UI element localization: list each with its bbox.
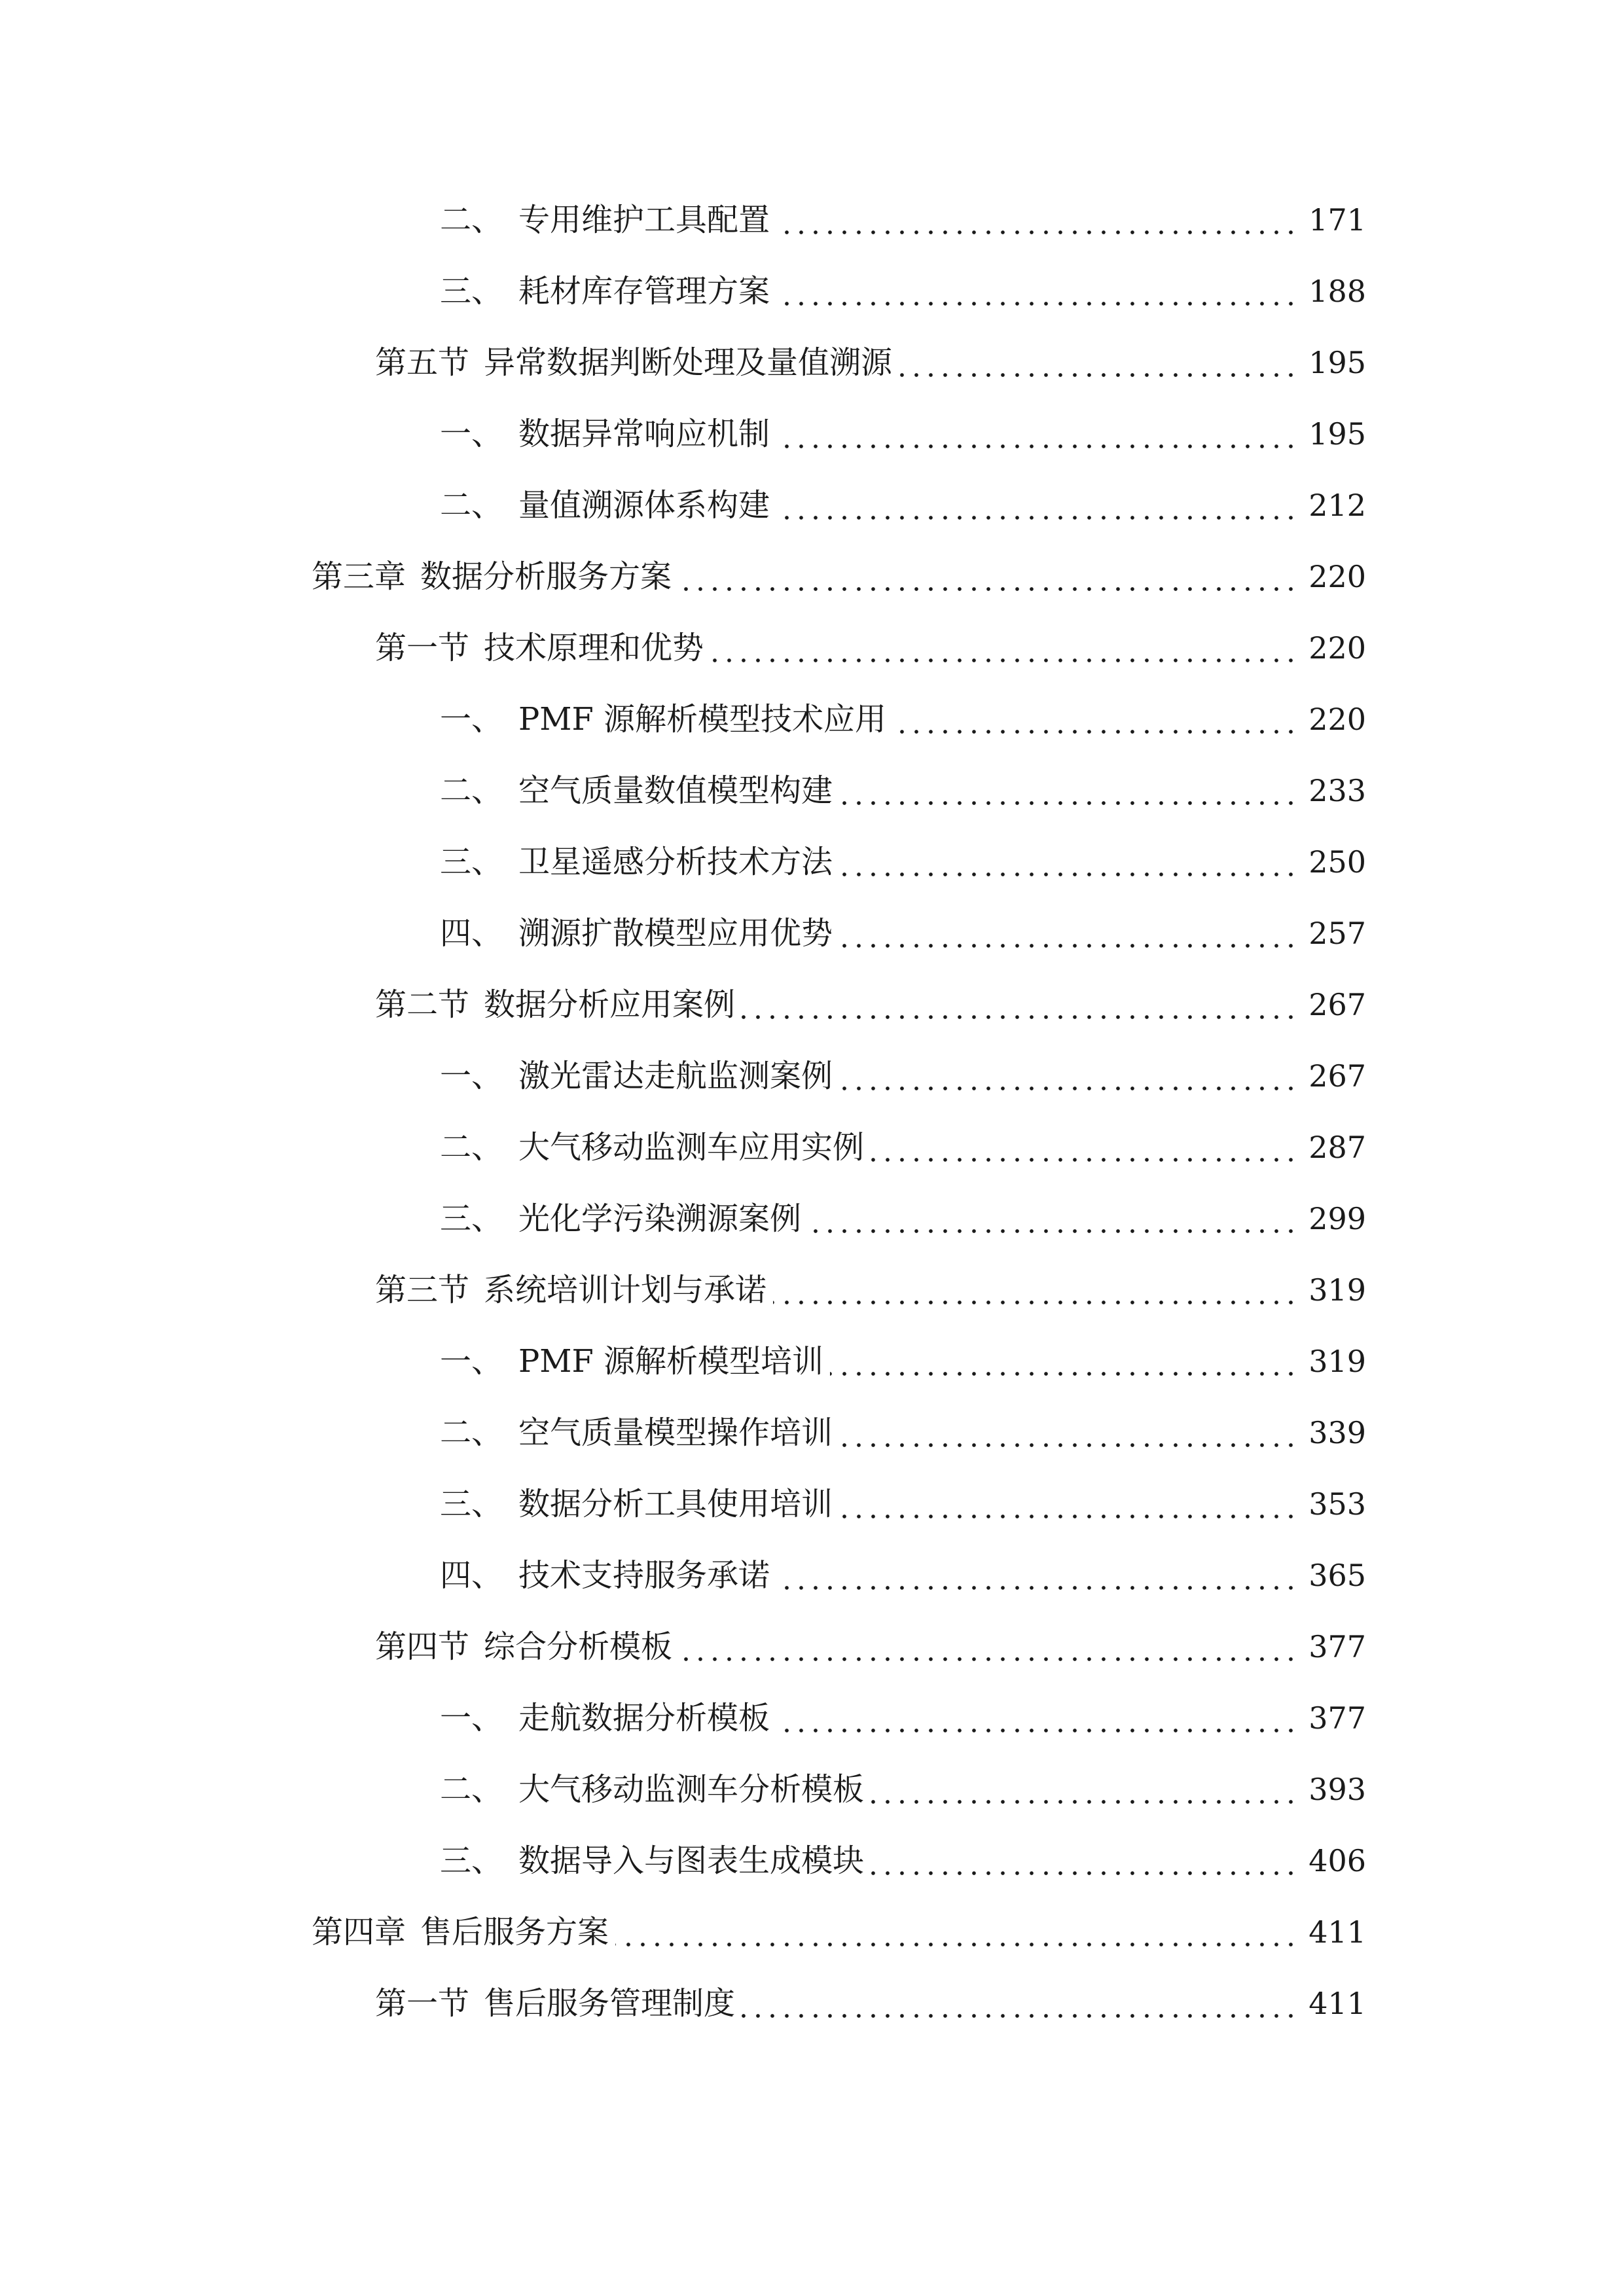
- toc-entry-label: [440, 836, 833, 888]
- toc-entry-title: 光化学污染溯源案例: [518, 1200, 802, 1237]
- toc-entry-number: 第五节: [375, 344, 470, 381]
- toc-entry-number: 一、: [440, 1700, 503, 1736]
- toc-entry-label: [440, 764, 833, 817]
- toc-entry-page: 365: [1308, 1558, 1366, 1593]
- toc-entry[interactable]: [440, 408, 1624, 460]
- toc-entry-number: 一、: [440, 701, 503, 738]
- toc-entry-page: 287: [1308, 1130, 1366, 1165]
- toc-entry-number: 第四章: [312, 1914, 406, 1950]
- toc-entry-number: 二、: [440, 487, 503, 524]
- toc-entry[interactable]: [440, 1407, 1624, 1459]
- toc-entry-number: 二、: [440, 1771, 503, 1808]
- toc-entry-number: 一、: [440, 1058, 503, 1094]
- dot-leader: [678, 550, 1298, 603]
- toc-entry[interactable]: [440, 265, 1624, 317]
- toc-entry[interactable]: [440, 1549, 1624, 1602]
- toc-entry-title: 走航数据分析模板: [518, 1700, 770, 1736]
- dot-leader: [839, 1478, 1298, 1530]
- dot-leader: [776, 408, 1298, 460]
- toc-entry[interactable]: [440, 1050, 1624, 1102]
- toc-entry[interactable]: [440, 479, 1624, 531]
- toc-entry[interactable]: [440, 1835, 1624, 1887]
- toc-entry-label: [440, 1549, 770, 1602]
- toc-entry[interactable]: [440, 1193, 1624, 1245]
- toc-entry-title: 异常数据判断处理及量值溯源: [484, 344, 893, 381]
- toc-entry-label: [440, 408, 770, 460]
- toc-entry-page: 212: [1308, 488, 1366, 523]
- toc-entry-page: 411: [1308, 1986, 1366, 2021]
- toc-entry-page: 220: [1308, 702, 1366, 737]
- toc-entry-label: [375, 1621, 672, 1673]
- toc-entry-page: 233: [1308, 773, 1366, 808]
- toc-entry-number: 第三章: [312, 558, 406, 595]
- toc-entry-title: 售后服务管理制度: [484, 1985, 736, 2022]
- dot-leader: [776, 194, 1298, 246]
- dot-leader: [615, 1906, 1298, 1958]
- toc-entry-label: [375, 1264, 767, 1316]
- toc-entry-label: [440, 693, 886, 745]
- toc-entry[interactable]: [375, 622, 1624, 674]
- dot-leader: [808, 1193, 1298, 1245]
- dot-leader: [839, 1407, 1298, 1459]
- toc-entry[interactable]: [440, 907, 1624, 960]
- toc-entry-title: 系统培训计划与承诺: [484, 1272, 767, 1308]
- toc-entry-number: 三、: [440, 273, 503, 310]
- toc-entry-page: 267: [1308, 1058, 1366, 1094]
- toc-entry-number: 第四节: [375, 1628, 470, 1665]
- toc-entry-title: 数据异常响应机制: [518, 416, 770, 452]
- toc-entry-title: 技术支持服务承诺: [518, 1557, 770, 1594]
- toc-entry-label: [375, 978, 735, 1031]
- toc-entry-page: 377: [1308, 1629, 1366, 1664]
- toc-entry-title: 数据导入与图表生成模块: [518, 1842, 865, 1879]
- toc-entry-label: [440, 1692, 770, 1744]
- toc-entry-page: 353: [1308, 1486, 1366, 1522]
- toc-entry-page: 339: [1308, 1415, 1366, 1450]
- dot-leader: [773, 1264, 1298, 1316]
- dot-leader: [742, 1977, 1298, 2030]
- dot-leader: [871, 1763, 1298, 1816]
- toc-entry[interactable]: [375, 1621, 1624, 1673]
- toc-entry-title: 量值溯源体系构建: [518, 487, 770, 524]
- toc-entry-label: [440, 1335, 823, 1388]
- toc-entry-title: 卫星遥感分析技术方法: [518, 844, 833, 880]
- toc-entry-page: 411: [1308, 1914, 1366, 1950]
- toc-entry-page: 257: [1308, 916, 1366, 951]
- toc-entry-page: 171: [1308, 202, 1366, 238]
- toc-entry[interactable]: [440, 693, 1624, 745]
- toc-entry[interactable]: [440, 194, 1624, 246]
- toc-entry-page: 195: [1308, 416, 1366, 452]
- toc-entry-number: 四、: [440, 915, 503, 952]
- dot-leader: [893, 693, 1298, 745]
- dot-leader: [839, 764, 1298, 817]
- toc-entry-label: [440, 1121, 864, 1174]
- toc-entry[interactable]: [440, 1121, 1624, 1174]
- dot-leader: [871, 1835, 1298, 1887]
- toc-entry-page: 319: [1308, 1272, 1366, 1308]
- toc-entry-title: 大气移动监测车应用实例: [518, 1129, 865, 1166]
- toc-entry-number: 第一节: [375, 1985, 470, 2022]
- toc-entry-number: 第一节: [375, 630, 470, 666]
- dot-leader: [776, 479, 1298, 531]
- toc-entry[interactable]: [375, 336, 1624, 389]
- toc-entry-label: [440, 1763, 864, 1816]
- toc-entry[interactable]: [375, 1977, 1624, 2030]
- toc-entry-label: [440, 1478, 833, 1530]
- toc-entry-label: [312, 1906, 609, 1958]
- toc-entry-title: 大气移动监测车分析模板: [518, 1771, 865, 1808]
- toc-entry-page: 377: [1308, 1700, 1366, 1736]
- toc-entry-label: [375, 1977, 735, 2030]
- dot-leader: [871, 1121, 1298, 1174]
- toc-entry[interactable]: [440, 1692, 1624, 1744]
- toc-entry-label: [440, 265, 770, 317]
- dot-leader: [839, 1050, 1298, 1102]
- toc-entry-title: 溯源扩散模型应用优势: [518, 915, 833, 952]
- toc-entry-label: [440, 1193, 801, 1245]
- toc-entry-title: 空气质量数值模型构建: [518, 772, 833, 809]
- dot-leader: [839, 907, 1298, 960]
- toc-entry[interactable]: [440, 836, 1624, 888]
- toc-entry-title: PMF 源解析模型技术应用: [518, 701, 887, 738]
- toc-entry[interactable]: [312, 550, 1624, 603]
- toc-entry-title: 激光雷达走航监测案例: [518, 1058, 833, 1094]
- toc-entry-title: PMF 源解析模型培训: [518, 1343, 824, 1380]
- dot-leader: [899, 336, 1298, 389]
- toc-entry[interactable]: [375, 978, 1624, 1031]
- toc-entry[interactable]: [312, 1906, 1624, 1958]
- toc-entry-title: 耗材库存管理方案: [518, 273, 770, 310]
- toc-entry-label: [440, 194, 770, 246]
- toc-entry-number: 第三节: [375, 1272, 470, 1308]
- toc-entry-page: 299: [1308, 1201, 1366, 1236]
- toc-entry-page: 393: [1308, 1772, 1366, 1807]
- toc-entry-title: 专用维护工具配置: [518, 202, 770, 238]
- toc-entry-number: 二、: [440, 1414, 503, 1451]
- toc-entry-page: 319: [1308, 1344, 1366, 1379]
- toc-entry-page: 220: [1308, 630, 1366, 666]
- toc-entry-page: 250: [1308, 844, 1366, 880]
- toc-entry-label: [440, 1050, 833, 1102]
- toc-entry-number: 二、: [440, 1129, 503, 1166]
- toc-entry[interactable]: [440, 764, 1624, 817]
- dot-leader: [710, 622, 1298, 674]
- toc-entry-title: 综合分析模板: [484, 1628, 673, 1665]
- toc-entry-number: 一、: [440, 1343, 503, 1380]
- dot-leader: [742, 978, 1298, 1031]
- toc-entry-title: 数据分析工具使用培训: [518, 1486, 833, 1522]
- toc-entry-label: [440, 1407, 833, 1459]
- toc-entry-number: 三、: [440, 1842, 503, 1879]
- toc-entry-label: [440, 479, 770, 531]
- toc-entry-page: 406: [1308, 1843, 1366, 1878]
- toc-entry-number: 一、: [440, 416, 503, 452]
- toc-entry-title: 空气质量模型操作培训: [518, 1414, 833, 1451]
- dot-leader: [679, 1621, 1298, 1673]
- toc-entry[interactable]: [440, 1763, 1624, 1816]
- dot-leader: [776, 1692, 1298, 1744]
- toc-entry-label: [375, 336, 892, 389]
- toc-entry-title: 数据分析服务方案: [420, 558, 672, 595]
- dot-leader: [776, 265, 1298, 317]
- dot-leader: [776, 1549, 1298, 1602]
- toc-entry-label: [440, 907, 833, 960]
- toc-entry-number: 三、: [440, 844, 503, 880]
- toc-entry-title: 技术原理和优势: [484, 630, 704, 666]
- toc-entry-label: [440, 1835, 864, 1887]
- toc-entry-title: 售后服务方案: [420, 1914, 609, 1950]
- dot-leader: [839, 836, 1298, 888]
- toc-entry[interactable]: [440, 1478, 1624, 1530]
- toc-entry-page: 267: [1308, 987, 1366, 1022]
- toc-entry-number: 二、: [440, 772, 503, 809]
- toc-entry-label: [312, 550, 672, 603]
- toc-entry-label: [375, 622, 704, 674]
- toc-entry-number: 二、: [440, 202, 503, 238]
- toc-entry-title: 数据分析应用案例: [484, 986, 736, 1023]
- toc-entry-page: 188: [1308, 274, 1366, 309]
- toc-entry-number: 四、: [440, 1557, 503, 1594]
- dot-leader: [830, 1335, 1298, 1388]
- toc-entry-number: 三、: [440, 1200, 503, 1237]
- toc-entry[interactable]: [440, 1335, 1624, 1388]
- toc-entry-number: 三、: [440, 1486, 503, 1522]
- toc-entry[interactable]: [375, 1264, 1624, 1316]
- toc-entry-number: 第二节: [375, 986, 470, 1023]
- toc-entry-page: 195: [1308, 345, 1366, 380]
- toc-entry-page: 220: [1308, 559, 1366, 594]
